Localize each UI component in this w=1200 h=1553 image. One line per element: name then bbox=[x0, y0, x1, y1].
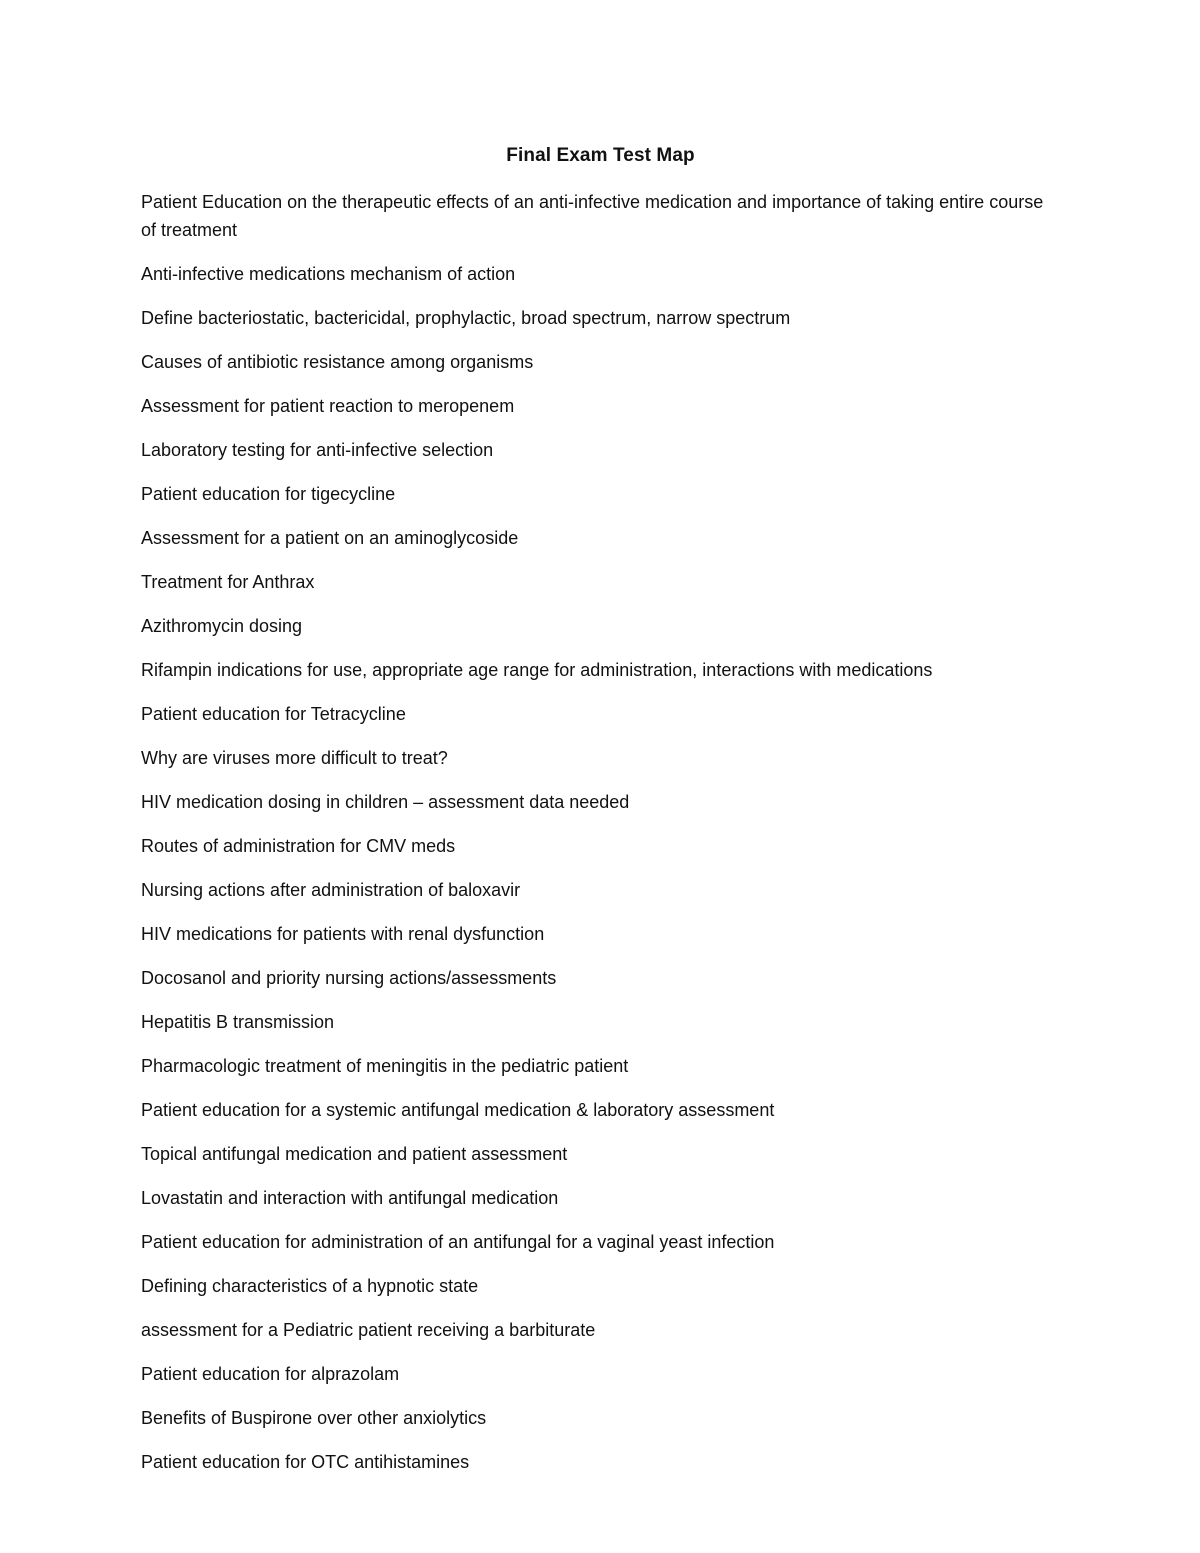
list-item: Routes of administration for CMV meds bbox=[141, 836, 456, 856]
list-item: Patient education for alprazolam bbox=[141, 1364, 400, 1384]
topic-list bbox=[141, 188, 1060, 1476]
list-item: Defining characteristics of a hypnotic state bbox=[141, 1276, 479, 1296]
page-title: Final Exam Test Map bbox=[506, 145, 695, 166]
list-item: Treatment for Anthrax bbox=[141, 572, 315, 592]
list-item: Assessment for a patient on an aminoglycoside bbox=[141, 528, 519, 548]
list-item: Docosanol and priority nursing actions/assessments bbox=[141, 968, 557, 988]
list-item: Why are viruses more difficult to treat? bbox=[141, 748, 448, 768]
list-item: Azithromycin dosing bbox=[141, 616, 303, 636]
list-item: Patient education for a systemic antifungal medication & laboratory assessment bbox=[141, 1100, 775, 1120]
list-item: Lovastatin and interaction with antifungal medication bbox=[141, 1188, 559, 1208]
list-item: Patient education for OTC antihistamines bbox=[141, 1452, 470, 1472]
list-item: Laboratory testing for anti-infective selection bbox=[141, 440, 494, 460]
list-item: HIV medications for patients with renal dysfunction bbox=[141, 924, 545, 944]
list-item: Patient education for Tetracycline bbox=[141, 704, 406, 724]
list-item: HIV medication dosing in children – assessment data needed bbox=[141, 792, 630, 812]
list-item: Topical antifungal medication and patient assessment bbox=[141, 1144, 568, 1164]
list-item: Benefits of Buspirone over other anxiolytics bbox=[141, 1408, 487, 1428]
list-item: Assessment for patient reaction to meropenem bbox=[141, 396, 515, 416]
list-item: Patient education for administration of an antifungal for a vaginal yeast infection bbox=[141, 1232, 775, 1252]
list-item: Rifampin indications for use, appropriate age range for administration, interactions with medications bbox=[141, 660, 933, 680]
list-item: Pharmacologic treatment of meningitis in the pediatric patient bbox=[141, 1056, 629, 1076]
list-item: Causes of antibiotic resistance among organisms bbox=[141, 352, 534, 372]
list-item: Patient Education on the therapeutic effects of an anti-infective medication and importance of taking entire course of treatment bbox=[141, 192, 1044, 240]
list-item: assessment for a Pediatric patient receiving a barbiturate bbox=[141, 1320, 596, 1340]
list-item: Anti-infective medications mechanism of action bbox=[141, 264, 516, 284]
list-item: Hepatitis B transmission bbox=[141, 1012, 335, 1032]
list-item: Nursing actions after administration of baloxavir bbox=[141, 880, 521, 900]
list-item: Patient education for tigecycline bbox=[141, 484, 396, 504]
list-item: Define bacteriostatic, bactericidal, prophylactic, broad spectrum, narrow spectrum bbox=[141, 308, 791, 328]
